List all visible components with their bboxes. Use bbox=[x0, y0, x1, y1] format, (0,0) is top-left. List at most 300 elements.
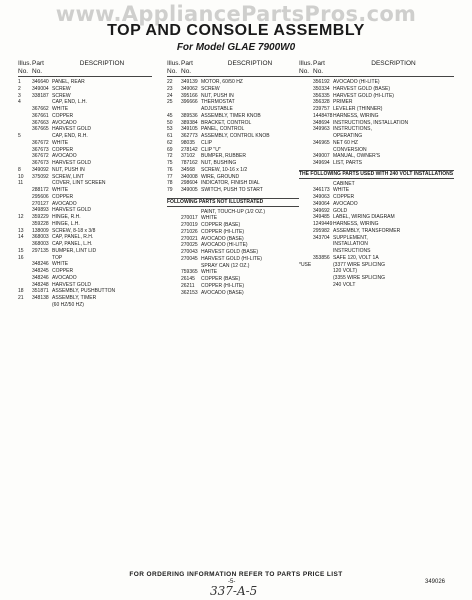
illus-no: 3 bbox=[18, 92, 21, 99]
parts-row bbox=[299, 194, 454, 201]
illus-no bbox=[299, 235, 313, 242]
illus-no bbox=[18, 241, 32, 248]
part-no: 348138 bbox=[32, 295, 49, 301]
part-description: COPPER (BASE) bbox=[201, 222, 241, 228]
parts-list bbox=[299, 79, 454, 167]
part-no: 295606 bbox=[32, 193, 49, 200]
parts-row bbox=[18, 86, 152, 93]
illus-no bbox=[299, 228, 313, 235]
header-part-no: Part No. bbox=[181, 60, 193, 75]
part-no: 367673 bbox=[32, 146, 49, 153]
illus-no bbox=[18, 282, 32, 289]
part-no bbox=[32, 255, 52, 262]
illus-no bbox=[167, 242, 181, 249]
parts-row bbox=[299, 79, 454, 86]
parts-row bbox=[167, 276, 299, 283]
parts-list bbox=[299, 181, 454, 289]
part-description: INDICATOR, FINISH DIAL bbox=[201, 180, 260, 187]
parts-row bbox=[299, 248, 454, 255]
part-description: BUMPER, LINT LID bbox=[52, 247, 97, 254]
illus-no: 13 bbox=[18, 227, 24, 234]
parts-row bbox=[299, 133, 454, 140]
part-description: ASSEMBLY, TRANSFORMER bbox=[333, 227, 401, 234]
parts-row bbox=[299, 126, 454, 133]
part-description: COPPER (BASE) bbox=[201, 276, 241, 282]
part-description: COPPER (HI-LITE) bbox=[201, 228, 245, 235]
part-description: HINGE, R.H. bbox=[52, 214, 81, 220]
illus-no bbox=[299, 93, 313, 100]
part-no: 349963 bbox=[313, 126, 330, 133]
part-description: WHITE bbox=[201, 269, 218, 276]
illus-no: 23 bbox=[167, 85, 173, 92]
parts-row bbox=[299, 241, 454, 248]
part-no: 26145 bbox=[181, 276, 195, 282]
illus-no bbox=[299, 133, 313, 140]
illus-no bbox=[299, 268, 313, 275]
part-description: AVOCADO (HI-LITE) bbox=[333, 79, 380, 85]
parts-row bbox=[299, 187, 454, 194]
illus-no bbox=[299, 153, 313, 160]
part-no: 395166 bbox=[181, 92, 198, 99]
illus-no bbox=[299, 120, 313, 127]
part-no: 396666 bbox=[181, 99, 198, 106]
part-no: 350334 bbox=[313, 85, 330, 92]
240-volt-note: THE FOLLOWING PARTS USED WITH 240 VOLT INSTALLATIONS bbox=[299, 170, 454, 177]
part-description: CONVERSION bbox=[333, 146, 367, 153]
part-description: AVOCADO bbox=[52, 153, 77, 160]
illus-no bbox=[299, 106, 313, 113]
parts-row bbox=[167, 140, 299, 147]
parts-row bbox=[299, 147, 454, 154]
illus-no bbox=[18, 194, 32, 201]
part-no: 349692 bbox=[313, 207, 330, 214]
illus-no bbox=[299, 221, 313, 228]
part-no bbox=[313, 133, 333, 140]
illus-no bbox=[18, 221, 32, 228]
part-no bbox=[181, 106, 201, 113]
parts-list bbox=[18, 79, 152, 309]
column-header bbox=[18, 60, 152, 77]
part-description: INSTRUCTIONS, INSTALLATION bbox=[333, 119, 409, 126]
part-no: 356328 bbox=[313, 99, 330, 106]
parts-column-1 bbox=[18, 60, 152, 309]
part-description: ADJUSTABLE bbox=[201, 106, 233, 112]
part-description: CAP, PANEL, R.H. bbox=[52, 234, 94, 241]
part-description: SPRAY CAN (12 OZ.) bbox=[201, 262, 250, 269]
part-description: BUMPER, RUBBER bbox=[201, 153, 247, 160]
part-no bbox=[32, 180, 52, 187]
part-description: TOP bbox=[52, 254, 63, 261]
illus-no bbox=[299, 208, 313, 215]
part-description: (3355 WIRE SPLICING bbox=[333, 275, 385, 281]
illus-no bbox=[18, 207, 32, 214]
illus-no bbox=[167, 283, 181, 290]
part-no: 349064 bbox=[313, 200, 330, 207]
parts-row bbox=[18, 194, 152, 201]
part-no: 270043 bbox=[181, 249, 198, 255]
parts-row bbox=[18, 180, 152, 187]
illus-no: 22 bbox=[167, 79, 173, 85]
part-description: CAP, END, R.H. bbox=[52, 133, 88, 139]
illus-no: 1 bbox=[18, 79, 21, 85]
parts-list bbox=[167, 209, 299, 297]
illus-no bbox=[18, 261, 32, 268]
part-no: 375092 bbox=[32, 173, 49, 180]
illus-no bbox=[18, 160, 32, 167]
part-no bbox=[313, 282, 333, 289]
illus-no bbox=[299, 255, 313, 262]
part-description: SCREW bbox=[52, 85, 71, 92]
part-description: HARVEST GOLD (HI-LITE) bbox=[333, 92, 394, 99]
part-no: 349005 bbox=[181, 187, 198, 193]
part-description: COPPER (HI-LITE) bbox=[201, 282, 245, 289]
part-description: HARNESS, WIRING bbox=[333, 221, 379, 227]
part-no: 348245 bbox=[32, 268, 49, 274]
part-no: 759365 bbox=[181, 269, 198, 276]
part-no: 359229 bbox=[32, 214, 49, 220]
part-no: 297135 bbox=[32, 247, 49, 254]
part-description: SUPPLEMENT, bbox=[333, 234, 368, 241]
illus-no: 21 bbox=[18, 295, 24, 301]
part-no: 356335 bbox=[313, 92, 330, 99]
part-no: 348248 bbox=[32, 281, 49, 288]
parts-row bbox=[299, 99, 454, 106]
part-description: LEVELER (THINNER) bbox=[333, 106, 383, 112]
illus-no: 24 bbox=[167, 92, 173, 99]
part-description: SCREW, LINT bbox=[52, 173, 84, 180]
illus-no bbox=[18, 187, 32, 194]
part-description: HARVEST GOLD (BASE) bbox=[201, 249, 259, 255]
part-no: 359228 bbox=[32, 220, 49, 227]
parts-row bbox=[167, 283, 299, 290]
parts-row bbox=[18, 295, 152, 302]
part-description: SCREW bbox=[201, 85, 220, 92]
illus-no: 16 bbox=[18, 254, 24, 261]
ordering-footer: FOR ORDERING INFORMATION REFER TO PARTS PRICE LIST bbox=[129, 571, 343, 578]
illus-no bbox=[167, 106, 181, 113]
part-no: 239757 bbox=[313, 106, 330, 112]
part-no: 338187 bbox=[32, 92, 49, 99]
parts-row bbox=[18, 248, 152, 255]
illus-no bbox=[299, 275, 313, 282]
part-description: OPERATING bbox=[333, 133, 363, 139]
page-number: -5- bbox=[228, 579, 236, 585]
part-description: AVOCADO bbox=[52, 200, 77, 207]
header-description: DESCRIPTION bbox=[371, 60, 416, 67]
part-no: 349694 bbox=[313, 160, 330, 166]
parts-row bbox=[18, 214, 152, 221]
illus-no: 10 bbox=[18, 173, 24, 180]
illus-no: 8 bbox=[18, 166, 21, 173]
part-description: COPPER bbox=[52, 146, 74, 153]
parts-row bbox=[18, 126, 152, 133]
illus-no: 4 bbox=[18, 99, 21, 106]
part-no: 368003 bbox=[32, 234, 49, 241]
part-description: NUT, PUSH IN bbox=[201, 92, 234, 99]
part-no: 367662 bbox=[32, 106, 49, 112]
part-description: CAP, END, L.H. bbox=[52, 99, 87, 106]
illus-no: 53 bbox=[167, 126, 173, 133]
part-no: 1448478 bbox=[313, 112, 333, 119]
illus-no bbox=[167, 290, 181, 297]
parts-row bbox=[299, 181, 454, 188]
part-no: 349004 bbox=[32, 85, 49, 92]
illus-no bbox=[167, 215, 181, 222]
parts-row bbox=[167, 99, 299, 106]
part-no: 346173 bbox=[313, 187, 330, 194]
illus-no bbox=[299, 194, 313, 201]
parts-row bbox=[167, 222, 299, 229]
part-description: MANUAL, OWNER'S bbox=[333, 153, 381, 160]
parts-row bbox=[18, 113, 152, 120]
part-no: 270045 bbox=[181, 255, 198, 262]
part-description: WHITE bbox=[52, 187, 69, 193]
illus-no: 61 bbox=[167, 133, 173, 139]
illus-no bbox=[299, 241, 313, 248]
part-description: HINGE, L.H. bbox=[52, 220, 80, 227]
part-no: 349105 bbox=[181, 126, 198, 133]
part-no: 298604 bbox=[181, 180, 198, 187]
part-no: 34568 bbox=[181, 166, 195, 173]
part-no bbox=[32, 302, 52, 309]
illus-no: 75 bbox=[167, 160, 173, 166]
part-description: HARVEST GOLD bbox=[52, 126, 91, 133]
part-no bbox=[32, 133, 52, 140]
parts-column-3 bbox=[299, 60, 454, 289]
part-description: SWITCH, PUSH TO START bbox=[201, 187, 263, 193]
parts-row bbox=[167, 167, 299, 174]
parts-row bbox=[299, 208, 454, 215]
illus-no: 18 bbox=[18, 288, 24, 295]
illus-no bbox=[18, 302, 32, 309]
parts-row bbox=[167, 79, 299, 86]
part-no: 362153 bbox=[181, 289, 198, 296]
parts-row bbox=[299, 282, 454, 289]
illus-no bbox=[18, 153, 32, 160]
parts-row bbox=[299, 268, 454, 275]
parts-row bbox=[167, 242, 299, 249]
part-description: NET 60 HZ bbox=[333, 139, 358, 146]
part-no: 367665 bbox=[32, 126, 49, 133]
part-no bbox=[181, 263, 201, 270]
part-description: WHITE bbox=[333, 187, 350, 194]
part-no: 349139 bbox=[181, 79, 198, 85]
part-no: 138009 bbox=[32, 227, 49, 234]
illus-no: 77 bbox=[167, 173, 173, 180]
part-description: PANEL, CONTROL bbox=[201, 126, 245, 133]
part-description: HARNESS, WIRING bbox=[333, 112, 379, 119]
illus-no: 25 bbox=[167, 99, 173, 106]
part-description: CLIP "U" bbox=[201, 146, 221, 153]
header-part-no: Part No. bbox=[313, 60, 325, 75]
illus-no: 78 bbox=[167, 180, 173, 187]
parts-row bbox=[18, 241, 152, 248]
part-description: HARVEST GOLD (HI-LITE) bbox=[201, 255, 262, 262]
parts-row bbox=[18, 174, 152, 181]
parts-row bbox=[167, 187, 299, 194]
parts-row bbox=[167, 256, 299, 263]
part-no: 295982 bbox=[313, 227, 330, 234]
illus-no bbox=[299, 214, 313, 221]
part-description: CABINET bbox=[333, 180, 355, 187]
part-description: BRACKET, CONTROL bbox=[201, 119, 252, 126]
part-no bbox=[313, 248, 333, 255]
parts-row bbox=[18, 99, 152, 106]
part-no: 343704 bbox=[313, 234, 330, 241]
illus-no bbox=[299, 160, 313, 167]
part-description: COPPER bbox=[52, 193, 74, 200]
part-description: HARVEST GOLD bbox=[52, 160, 91, 166]
part-no: 348246 bbox=[32, 261, 49, 268]
part-no: 340008 bbox=[181, 173, 198, 180]
part-description: COPPER bbox=[52, 268, 74, 274]
part-no bbox=[313, 181, 333, 188]
part-description: HARVEST GOLD bbox=[52, 207, 91, 214]
parts-row bbox=[167, 147, 299, 154]
parts-row bbox=[18, 140, 152, 147]
header-illus-no: Illus. No. bbox=[167, 60, 181, 75]
part-description: SCREW bbox=[52, 92, 71, 99]
illus-no bbox=[299, 282, 313, 289]
illus-no: 76 bbox=[167, 166, 173, 173]
part-description: LIST, PARTS bbox=[333, 160, 362, 166]
part-no bbox=[313, 241, 333, 248]
illus-no: 69 bbox=[167, 146, 173, 153]
parts-row bbox=[167, 249, 299, 256]
illus-no bbox=[167, 222, 181, 229]
part-no: 367672 bbox=[32, 139, 49, 146]
part-description: AVOCADO (BASE) bbox=[201, 289, 244, 296]
part-description: ASSEMBLY, PUSHBUTTON bbox=[52, 288, 116, 295]
parts-row bbox=[167, 180, 299, 187]
illus-no bbox=[299, 187, 313, 194]
parts-row bbox=[299, 221, 454, 228]
part-no: 356192 bbox=[313, 79, 330, 85]
part-description: INSTRUCTIONS bbox=[333, 248, 371, 254]
column-header bbox=[167, 60, 299, 77]
part-no: 367663 bbox=[32, 119, 49, 126]
illus-no bbox=[299, 140, 313, 147]
part-description: COVER, LINT SCREEN bbox=[52, 180, 106, 187]
part-description: COPPER bbox=[52, 112, 74, 119]
part-no: 389384 bbox=[181, 119, 198, 126]
part-no: 1249449 bbox=[313, 221, 333, 227]
illus-no bbox=[167, 256, 181, 263]
handwritten-note: 337-A-5 bbox=[210, 584, 258, 598]
illus-no bbox=[299, 248, 313, 255]
part-description: AVOCADO bbox=[333, 200, 358, 207]
illus-no bbox=[167, 229, 181, 236]
parts-row bbox=[18, 133, 152, 140]
header-illus-no: Illus. No. bbox=[299, 60, 313, 75]
parts-row bbox=[18, 153, 152, 160]
part-description: PANEL, REAR bbox=[52, 79, 85, 85]
part-no: 362773 bbox=[181, 133, 198, 139]
part-no: 278142 bbox=[181, 146, 198, 153]
part-description: AVOCADO (HI-LITE) bbox=[201, 242, 248, 249]
parts-row bbox=[299, 214, 454, 221]
illus-no: 45 bbox=[167, 112, 173, 119]
parts-row bbox=[167, 290, 299, 297]
parts-row bbox=[18, 160, 152, 167]
part-no: 349007 bbox=[313, 153, 330, 160]
illus-no bbox=[18, 201, 32, 208]
part-no: 351871 bbox=[32, 288, 49, 295]
illus-no bbox=[167, 249, 181, 256]
illus-no bbox=[167, 263, 181, 270]
parts-row bbox=[299, 93, 454, 100]
illus-no: 50 bbox=[167, 119, 173, 126]
parts-row bbox=[18, 106, 152, 113]
part-description: HARVEST GOLD bbox=[52, 281, 91, 288]
parts-row bbox=[299, 201, 454, 208]
parts-row bbox=[299, 255, 454, 262]
part-description: WHITE bbox=[52, 261, 69, 268]
parts-row bbox=[18, 201, 152, 208]
part-description: SCREW, 8-18 x 3/8 bbox=[52, 227, 96, 234]
illus-no: 12 bbox=[18, 214, 24, 220]
page-subtitle: For Model GLAE 7900W0 bbox=[176, 42, 296, 53]
part-description: NUT, BUSHING bbox=[201, 160, 237, 166]
illus-no bbox=[167, 209, 181, 216]
part-no: 367661 bbox=[32, 112, 49, 119]
part-description: PAINT, TOUCH-UP (1/2 OZ.) bbox=[201, 208, 266, 215]
part-no: 270021 bbox=[181, 235, 198, 242]
part-description: WHITE bbox=[52, 139, 69, 146]
parts-row bbox=[18, 234, 152, 241]
part-description: (60 HZ/50 HZ) bbox=[52, 301, 84, 308]
part-no: 270017 bbox=[181, 215, 198, 222]
parts-row bbox=[299, 275, 454, 282]
illus-no bbox=[299, 201, 313, 208]
parts-row bbox=[299, 86, 454, 93]
part-no: 349893 bbox=[32, 207, 49, 214]
part-description: AVOCADO (BASE) bbox=[201, 235, 244, 242]
page-code: 349026 bbox=[425, 579, 446, 585]
part-no: 271026 bbox=[181, 228, 198, 235]
part-description: ASSEMBLY, CONTROL KNOB bbox=[201, 133, 270, 139]
parts-row bbox=[167, 86, 299, 93]
part-description: HARVEST GOLD (BASE) bbox=[333, 85, 391, 92]
parts-row bbox=[18, 228, 152, 235]
part-description: SAFE 120, VOLT 1A bbox=[333, 254, 379, 261]
illus-no bbox=[167, 236, 181, 243]
parts-row bbox=[299, 160, 454, 167]
parts-row bbox=[167, 263, 299, 270]
illus-no: 72 bbox=[167, 153, 173, 160]
parts-column-2 bbox=[167, 60, 299, 296]
part-no: 348246 bbox=[32, 274, 49, 281]
parts-row bbox=[167, 93, 299, 100]
part-description: AVOCADO bbox=[52, 119, 77, 126]
part-no bbox=[313, 262, 333, 269]
part-description: INSTRUCTIONS, bbox=[333, 126, 372, 133]
part-no: 389536 bbox=[181, 112, 198, 119]
parts-list bbox=[167, 79, 299, 194]
part-no: 367673 bbox=[32, 160, 49, 166]
parts-row bbox=[299, 262, 454, 269]
parts-row bbox=[167, 229, 299, 236]
part-no bbox=[313, 147, 333, 154]
illus-no bbox=[18, 140, 32, 147]
parts-row bbox=[18, 221, 152, 228]
parts-row bbox=[18, 147, 152, 154]
part-no bbox=[313, 275, 333, 282]
illus-no: 79 bbox=[167, 187, 173, 193]
parts-row bbox=[299, 106, 454, 113]
part-no bbox=[313, 268, 333, 275]
illus-no bbox=[299, 147, 313, 154]
